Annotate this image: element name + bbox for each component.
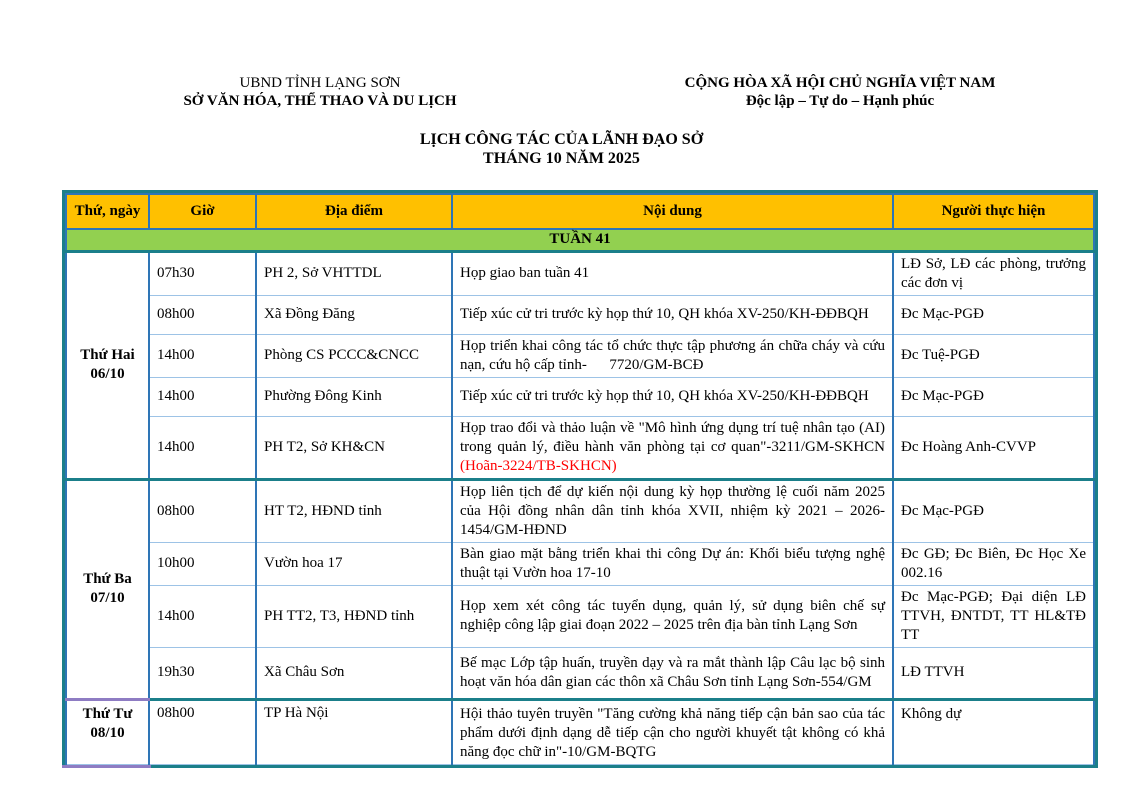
- person-cell: Đc GĐ; Đc Biên, Đc Học Xe 002.16: [893, 542, 1094, 585]
- org-parent-name: UBND TỈNH LẠNG SƠN: [239, 75, 401, 91]
- table-header-row: [66, 194, 1094, 229]
- purple-border-accent: [62, 765, 151, 768]
- column-header-content: Nội dung: [452, 194, 893, 229]
- person-cell: LĐ TTVH: [893, 647, 1094, 699]
- schedule-table-wrapper: [62, 190, 1098, 768]
- place-cell: Phường Đông Kinh: [256, 377, 452, 416]
- day-name: Thứ Hai: [80, 347, 135, 363]
- place-cell: TP Hà Nội: [256, 699, 452, 764]
- time-cell: 07h30: [149, 251, 256, 295]
- content-cell: [452, 416, 893, 479]
- column-header-place: Địa điểm: [256, 194, 452, 229]
- person-cell: LĐ Sở, LĐ các phòng, trưởng các đơn vị: [893, 251, 1094, 295]
- table-row: [66, 699, 1094, 764]
- day-name: Thứ Ba: [83, 571, 132, 587]
- person-cell: Đc Mạc-PGĐ: [893, 377, 1094, 416]
- postponed-note: (Hoãn-3224/TB-SKHCN): [460, 457, 617, 474]
- day-date: 08/10: [90, 724, 125, 741]
- time-cell: 14h00: [149, 585, 256, 647]
- week-banner-row: [66, 229, 1094, 251]
- content-cell: Tiếp xúc cử tri trước kỳ họp thứ 10, QH khóa XV-250/KH-ĐĐBQH: [452, 377, 893, 416]
- national-motto-block: [590, 74, 1090, 110]
- content-cell: Tiếp xúc cử tri trước kỳ họp thứ 10, QH khóa XV-250/KH-ĐĐBQH: [452, 295, 893, 334]
- national-title: CỘNG HÒA XÃ HỘI CHỦ NGHĨA VIỆT NAM: [684, 75, 996, 91]
- place-cell: Phòng CS PCCC&CNCC: [256, 334, 452, 377]
- table-row: [66, 542, 1094, 585]
- content-cell: Bế mạc Lớp tập huấn, truyền dạy và ra mắt thành lập Câu lạc bộ sinh hoạt văn hóa dân gian các thôn xã Châu Sơn tỉnh Lạng Sơn-554/GM: [452, 647, 893, 699]
- person-cell: Không dự: [893, 699, 1094, 764]
- table-row: [66, 647, 1094, 699]
- table-row: [66, 585, 1094, 647]
- time-cell: 14h00: [149, 377, 256, 416]
- content-cell: Họp liên tịch để dự kiến nội dung kỳ họp thường lệ cuối năm 2025 của Hội đồng nhân dân tỉnh khóa XVII, nhiệm kỳ 2021 – 2026-1454/GM-HĐND: [452, 479, 893, 542]
- time-cell: 19h30: [149, 647, 256, 699]
- time-cell: 14h00: [149, 416, 256, 479]
- content-text: Họp trao đổi và thảo luận về "Mô hình ứng dụng trí tuệ nhân tạo (AI) trong quản lý, điều hành văn phòng tại cơ quan"-3211/GM-SKHCN: [460, 419, 885, 455]
- time-cell: 08h00: [149, 699, 256, 764]
- person-cell: Đc Mạc-PGĐ; Đại diện LĐ TTVH, ĐNTDT, TT HL&TĐ TT: [893, 585, 1094, 647]
- table-row: [66, 377, 1094, 416]
- person-cell: Đc Hoàng Anh-CVVP: [893, 416, 1094, 479]
- national-motto: Độc lập – Tự do – Hạnh phúc: [745, 93, 935, 109]
- column-header-day: Thứ, ngày: [66, 194, 149, 229]
- place-cell: PH 2, Sở VHTTDL: [256, 251, 452, 295]
- content-cell: Hội thảo tuyên truyền "Tăng cường khả năng tiếp cận bản sao của tác phẩm dưới định dạng dễ tiếp cận cho người khuyết tật không có khả năng đọc chữ in"-10/GM-BQTG: [452, 699, 893, 764]
- content-cell: Họp xem xét công tác tuyển dụng, quản lý, sử dụng biên chế sự nghiệp công lập giai đoạn 2022 – 2025 trên địa bàn tỉnh Lạng Sơn: [452, 585, 893, 647]
- place-cell: PH TT2, T3, HĐND tỉnh: [256, 585, 452, 647]
- column-header-time: Giờ: [149, 194, 256, 229]
- table-row: [66, 295, 1094, 334]
- time-cell: 14h00: [149, 334, 256, 377]
- content-cell: Họp triển khai công tác tổ chức thực tập phương án chữa cháy và cứu nạn, cứu hộ cấp tỉnh- 7720/GM-BCĐ: [452, 334, 893, 377]
- table-row: [66, 416, 1094, 479]
- day-date: 06/10: [90, 366, 125, 382]
- day-cell-monday: [66, 251, 149, 479]
- content-cell: Họp giao ban tuần 41: [452, 251, 893, 295]
- place-cell: Vườn hoa 17: [256, 542, 452, 585]
- place-cell: Xã Châu Sơn: [256, 647, 452, 699]
- document-title: [0, 130, 1123, 168]
- day-name: Thứ Tư: [82, 705, 133, 722]
- content-cell: Bàn giao mặt bằng triển khai thi công Dự án: Khối biểu tượng nghệ thuật tại Vườn hoa 17-10: [452, 542, 893, 585]
- time-cell: 08h00: [149, 295, 256, 334]
- day-cell-tuesday: [66, 479, 149, 699]
- week-banner: TUẦN 41: [66, 229, 1094, 251]
- place-cell: Xã Đồng Đăng: [256, 295, 452, 334]
- person-cell: Đc Tuệ-PGĐ: [893, 334, 1094, 377]
- column-header-person: Người thực hiện: [893, 194, 1094, 229]
- table-row: [66, 479, 1094, 542]
- person-cell: Đc Mạc-PGĐ: [893, 295, 1094, 334]
- table-row: [66, 334, 1094, 377]
- schedule-table: [65, 193, 1095, 765]
- issuing-org-block: [60, 74, 580, 110]
- person-cell: Đc Mạc-PGĐ: [893, 479, 1094, 542]
- place-cell: PH T2, Sở KH&CN: [256, 416, 452, 479]
- place-cell: HT T2, HĐND tỉnh: [256, 479, 452, 542]
- day-cell-wednesday: [66, 699, 149, 764]
- time-cell: 10h00: [149, 542, 256, 585]
- document-title-line2: THÁNG 10 NĂM 2025: [483, 150, 640, 167]
- document-title-line1: LỊCH CÔNG TÁC CỦA LÃNH ĐẠO SỞ: [419, 131, 704, 148]
- day-date: 07/10: [90, 590, 125, 606]
- table-row: [66, 251, 1094, 295]
- org-name: SỞ VĂN HÓA, THỂ THAO VÀ DU LỊCH: [183, 93, 457, 109]
- time-cell: 08h00: [149, 479, 256, 542]
